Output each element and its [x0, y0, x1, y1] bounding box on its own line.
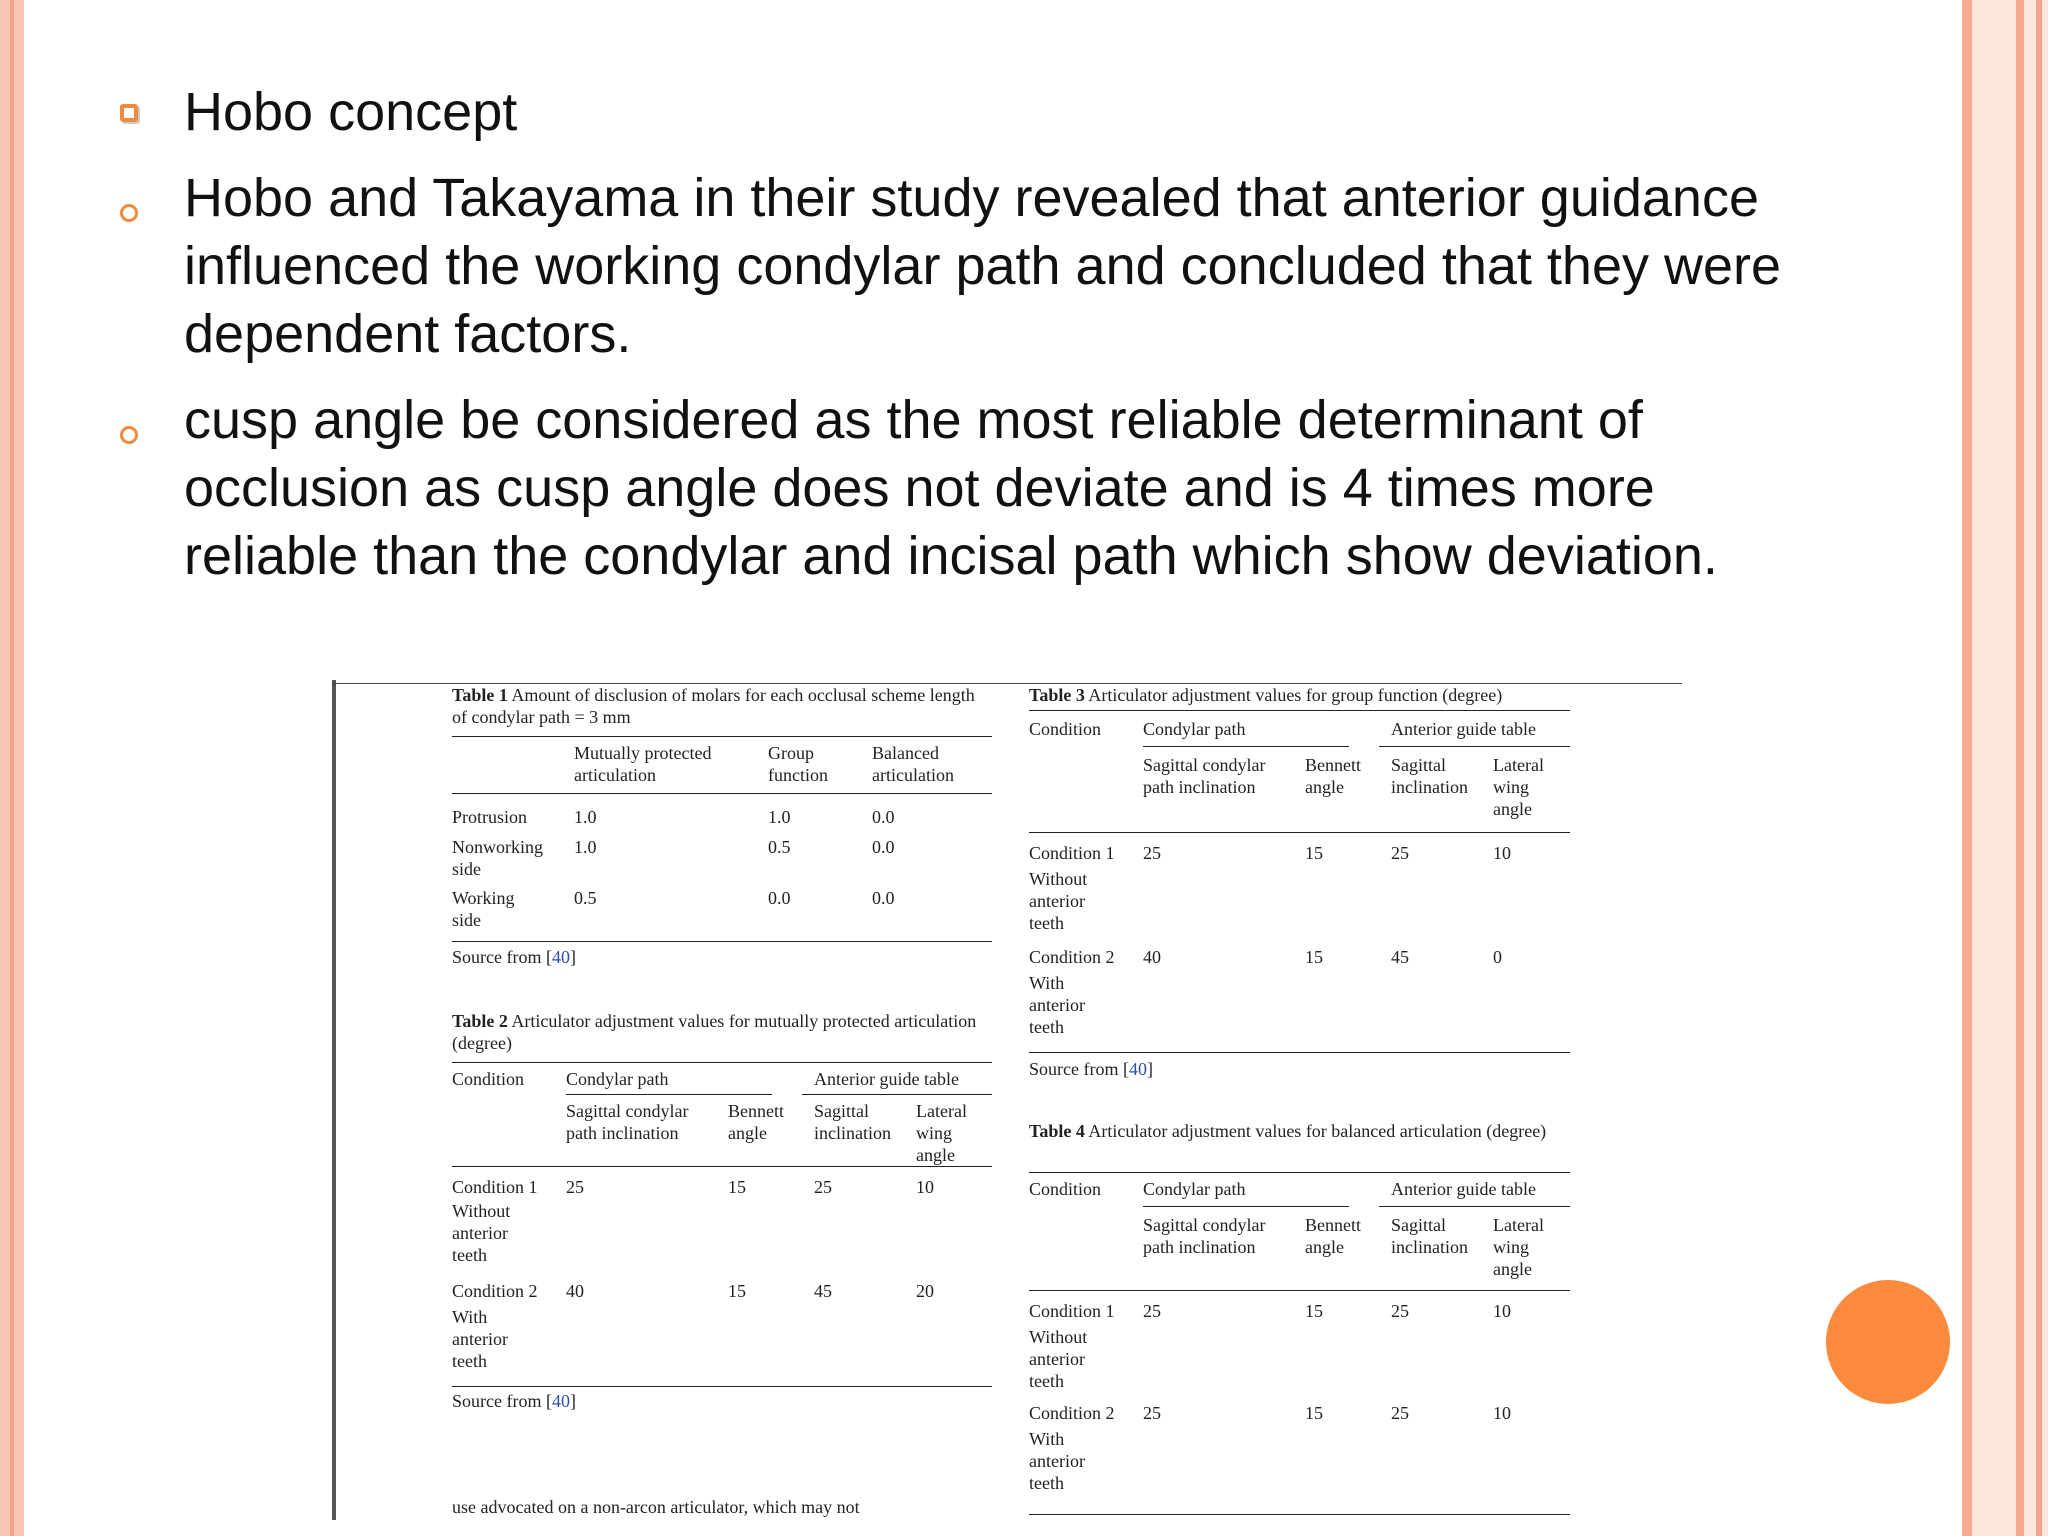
table-1-caption: [452, 684, 992, 728]
column-group-header: Anterior guide table: [1391, 719, 1536, 739]
scanned-tables-image: [332, 680, 1682, 1536]
table-cell: 0.0: [872, 888, 895, 908]
column-header: Condition: [452, 1069, 525, 1089]
circle-bullet-icon: [120, 426, 138, 444]
row-label: Condition 2: [452, 1281, 538, 1301]
table-cell: 40: [1143, 947, 1161, 967]
table-cell: 40: [566, 1281, 584, 1301]
column-group-header: Anterior guide table: [1391, 1179, 1536, 1199]
column-header: Bennett angle: [1305, 755, 1361, 797]
table-label: Table 2: [452, 1011, 508, 1031]
table-cell: 0: [1493, 947, 1502, 967]
row-label: Condition 1: [1029, 1301, 1115, 1321]
row-label: Condition 2: [1029, 1403, 1115, 1423]
column-header: Lateral wing angle: [1493, 1215, 1544, 1279]
table-cell: 0.0: [768, 888, 791, 908]
table-3-caption: [1029, 684, 1589, 706]
scan-edge: [332, 680, 336, 1520]
table-cell: 25: [1143, 1301, 1161, 1321]
table-cell: 10: [1493, 1301, 1511, 1321]
square-bullet-icon: [120, 104, 138, 122]
table-cell: 15: [1305, 1403, 1323, 1423]
column-header: Group function: [768, 743, 828, 785]
column-group-header: Condylar path: [1143, 1179, 1246, 1199]
table-cell: 25: [566, 1177, 584, 1197]
table-caption-text: Articulator adjustment values for balanced articulation (degree): [1088, 1121, 1547, 1141]
table-cell: 10: [916, 1177, 934, 1197]
table-2-caption: [452, 1010, 992, 1054]
table-cell: 45: [1391, 947, 1409, 967]
table-cell: 0.0: [872, 837, 895, 857]
bullet-item: [120, 78, 1820, 146]
table-label: Table 3: [1029, 685, 1085, 705]
row-label: Condition 2: [1029, 947, 1115, 967]
table-cell: 1.0: [574, 807, 597, 827]
table-cell: 15: [728, 1177, 746, 1197]
table-source: Source from [40]: [452, 947, 576, 967]
bullet-list: [120, 78, 1820, 608]
table-cell: 15: [1305, 1301, 1323, 1321]
column-header: Condition: [1029, 1179, 1102, 1199]
column-header: Sagittal inclination: [814, 1101, 891, 1143]
column-header: Bennett angle: [1305, 1215, 1361, 1257]
table-cell: 1.0: [768, 807, 791, 827]
column-group-header: Condylar path: [566, 1069, 669, 1089]
row-description: With anterior teeth: [452, 1307, 508, 1371]
column-header: Lateral wing angle: [916, 1101, 967, 1165]
table-cell: 0.5: [574, 888, 597, 908]
bullet-text: Hobo and Takayama in their study revealed that anterior guidance influenced the working condylar path and concluded that they were dependent factors.: [184, 168, 1782, 364]
reference-link[interactable]: 40: [1128, 1059, 1147, 1079]
row-label: Protrusion: [452, 807, 528, 827]
table-source: Source from [40]: [1029, 1059, 1153, 1079]
table-label: Table 4: [1029, 1121, 1085, 1141]
row-label: Condition 1: [452, 1177, 538, 1197]
slide-left-border-stripe: [10, 0, 14, 1536]
column-header: Lateral wing angle: [1493, 755, 1544, 819]
table-cell: 25: [1391, 1403, 1409, 1423]
row-description: With anterior teeth: [1029, 973, 1085, 1037]
table-cell: 25: [1391, 843, 1409, 863]
table-caption-text: Articulator adjustment values for mutually protected articulation (degree): [452, 1011, 977, 1053]
bullet-item: [120, 164, 1820, 368]
table-cell: 0.0: [872, 807, 895, 827]
slide-right-border-stripe: [2016, 0, 2024, 1536]
circle-bullet-icon: [120, 204, 138, 222]
column-header: Sagittal condylar path inclination: [566, 1101, 689, 1143]
table-caption-text: Articulator adjustment values for group function (degree): [1088, 685, 1503, 705]
table-cell: 1.0: [574, 837, 597, 857]
decorative-orange-circle: [1826, 1280, 1950, 1404]
reference-link[interactable]: 40: [551, 947, 570, 967]
table-cell: 25: [1391, 1301, 1409, 1321]
column-header: Sagittal inclination: [1391, 1215, 1468, 1257]
column-header: Sagittal condylar path inclination: [1143, 1215, 1266, 1257]
row-label: Condition 1: [1029, 843, 1115, 863]
row-description: With anterior teeth: [1029, 1429, 1085, 1493]
table-cell: 15: [1305, 843, 1323, 863]
table-label: Table 1: [452, 685, 508, 705]
table-cell: 45: [814, 1281, 832, 1301]
column-header: Mutually protected articulation: [574, 743, 712, 785]
row-description: Without anterior teeth: [452, 1201, 511, 1265]
column-header: Sagittal inclination: [1391, 755, 1468, 797]
bullet-text: Hobo concept: [184, 82, 518, 142]
table-cell: 15: [728, 1281, 746, 1301]
column-group-header: Anterior guide table: [814, 1069, 959, 1089]
table-cell: 15: [1305, 947, 1323, 967]
column-header: Balanced articulation: [872, 743, 954, 785]
column-header: Condition: [1029, 719, 1102, 739]
row-description: Without anterior teeth: [1029, 1327, 1088, 1391]
table-cell: 20: [916, 1281, 934, 1301]
table-source: Source from [40]: [452, 1391, 576, 1411]
row-description: Without anterior teeth: [1029, 869, 1088, 933]
column-header: Sagittal condylar path inclination: [1143, 755, 1266, 797]
reference-link[interactable]: 40: [551, 1391, 570, 1411]
table-cell: 25: [1143, 843, 1161, 863]
table-4-caption: [1029, 1120, 1570, 1142]
slide-right-border-stripe: [1962, 0, 1972, 1536]
table-cell: 0.5: [768, 837, 791, 857]
column-header: Bennett angle: [728, 1101, 784, 1143]
bullet-item: [120, 386, 1820, 590]
table-cell: 25: [1143, 1403, 1161, 1423]
table-cell: 25: [814, 1177, 832, 1197]
row-label: Working side: [452, 888, 515, 930]
column-group-header: Condylar path: [1143, 719, 1246, 739]
table-cell: 10: [1493, 1403, 1511, 1423]
slide-right-border-stripe: [2036, 0, 2042, 1536]
bullet-text: cusp angle be considered as the most reliable determinant of occlusion as cusp angle does not deviate and is 4 times more reliable than the condylar and incisal path which show deviation.: [184, 390, 1718, 586]
table-cell: 10: [1493, 843, 1511, 863]
row-label: Nonworking side: [452, 837, 543, 879]
table-caption-text: Amount of disclusion of molars for each occlusal scheme length of condylar path = 3 mm: [452, 685, 975, 727]
body-text-fragment: use advocated on a non-arcon articulator, which may not: [452, 1497, 860, 1517]
